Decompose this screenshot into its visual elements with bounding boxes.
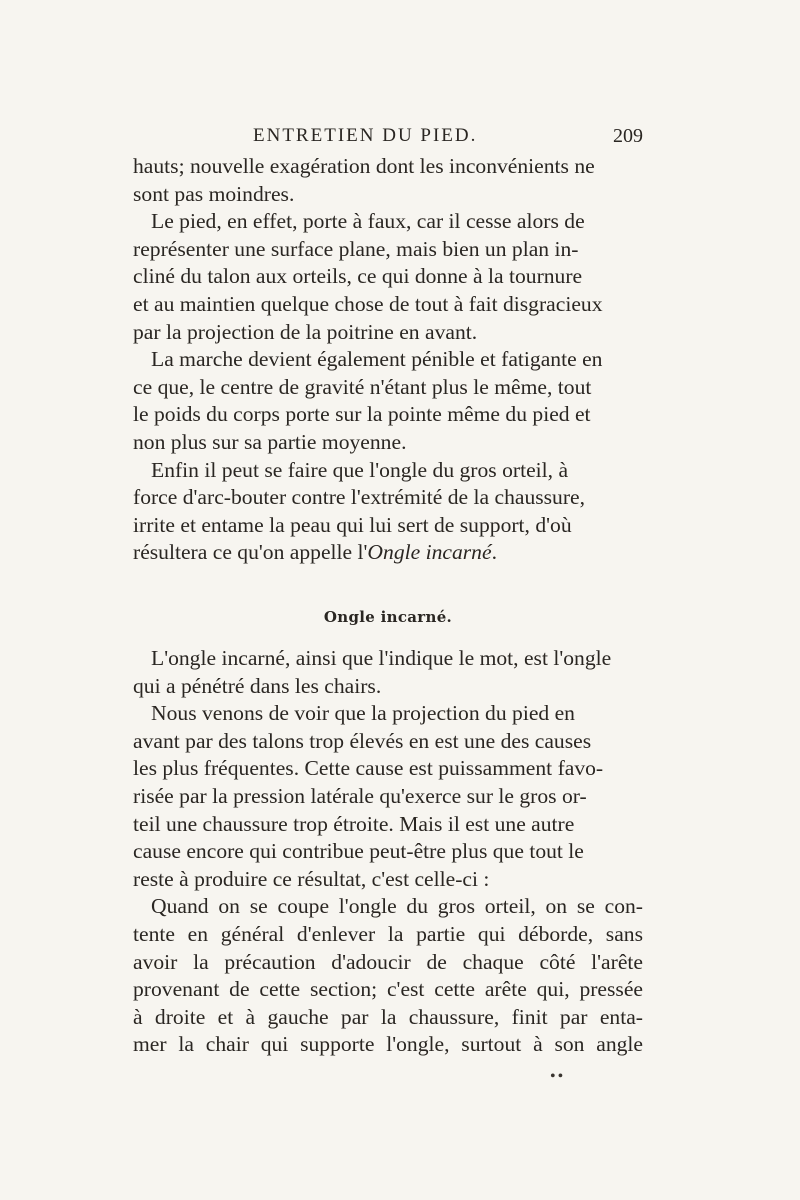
text-line xyxy=(133,540,497,564)
text-line: risée par la pression latérale qu'exerce sur le gros or- xyxy=(133,783,587,808)
paragraph xyxy=(133,457,643,567)
text-line: reste à produire ce résultat, c'est celle-ci : xyxy=(133,866,490,891)
text-line: tente en général d'enlever la partie qui déborde, sans xyxy=(133,921,643,946)
text-line: et au maintien quelque chose de tout à fait disgracieux xyxy=(133,291,603,316)
paragraph xyxy=(133,153,643,208)
text-line: La marche devient également pénible et fatigante en xyxy=(151,347,603,372)
text-line: à droite et à gauche par la chaussure, finit par enta- xyxy=(133,1004,643,1029)
text-line: représenter une surface plane, mais bien un plan in- xyxy=(133,236,579,261)
text-line: avoir la précaution d'adoucir de chaque côté l'arête xyxy=(133,949,643,974)
text-line: irrite et entame la peau qui lui sert de support, d'où xyxy=(133,512,572,537)
italic-term: Ongle incarné xyxy=(367,540,492,565)
text-line: Le pied, en effet, porte à faux, car il cesse alors de xyxy=(151,209,585,234)
page-number: 209 xyxy=(613,125,643,147)
text-line: non plus sur sa partie moyenne. xyxy=(133,429,407,454)
text-line: par la projection de la poitrine en avant. xyxy=(133,319,478,344)
text-line: Enfin il peut se faire que l'ongle du gros orteil, à xyxy=(151,457,569,482)
text-line: sont pas moindres. xyxy=(133,181,295,206)
text-line: les plus fréquentes. Cette cause est puissamment favo- xyxy=(133,756,604,781)
text-line: qui a pénétré dans les chairs. xyxy=(133,673,382,698)
text-line: L'ongle incarné, ainsi que l'indique le mot, est l'ongle xyxy=(151,646,612,670)
signature-mark: •• xyxy=(550,1068,566,1085)
text-line: hauts; nouvelle exagération dont les inconvénients ne xyxy=(133,154,595,178)
paragraph xyxy=(133,893,643,1059)
text-fragment: résultera ce qu'on appelle l' xyxy=(133,540,368,565)
text-line: Nous venons de voir que la projection du pied en xyxy=(151,701,575,726)
text-line: force d'arc-bouter contre l'extrémité de la chaussure, xyxy=(133,485,586,510)
text-block-after-heading xyxy=(133,645,643,1059)
text-block-before-heading xyxy=(133,153,643,567)
section-heading: Ongle incarné. xyxy=(323,608,453,626)
text-line: teil une chaussure trop étroite. Mais il est une autre xyxy=(133,811,575,836)
text-line: le poids du corps porte sur la pointe même du pied et xyxy=(133,402,591,427)
text-line: mer la chair qui supporte l'ongle, surtout à son angle xyxy=(133,1032,643,1057)
text-line: ce que, le centre de gravité n'étant plus le même, tout xyxy=(133,374,592,399)
paragraph xyxy=(133,346,643,456)
text-line: cliné du talon aux orteils, ce qui donne à la tournure xyxy=(133,264,583,289)
running-title: ENTRETIEN DU PIED. xyxy=(253,125,478,146)
paragraph xyxy=(133,645,643,700)
text-line: cause encore qui contribue peut-être plus que tout le xyxy=(133,839,584,864)
text-fragment: . xyxy=(491,540,497,565)
paragraph xyxy=(133,700,643,893)
text-line: provenant de cette section; c'est cette arête qui, pressée xyxy=(133,977,643,1002)
running-head xyxy=(133,125,643,153)
text-line: avant par des talons trop élevés en est une des causes xyxy=(133,728,592,753)
paragraph xyxy=(133,208,643,346)
text-line: Quand on se coupe l'ongle du gros orteil, on se con- xyxy=(151,894,643,919)
